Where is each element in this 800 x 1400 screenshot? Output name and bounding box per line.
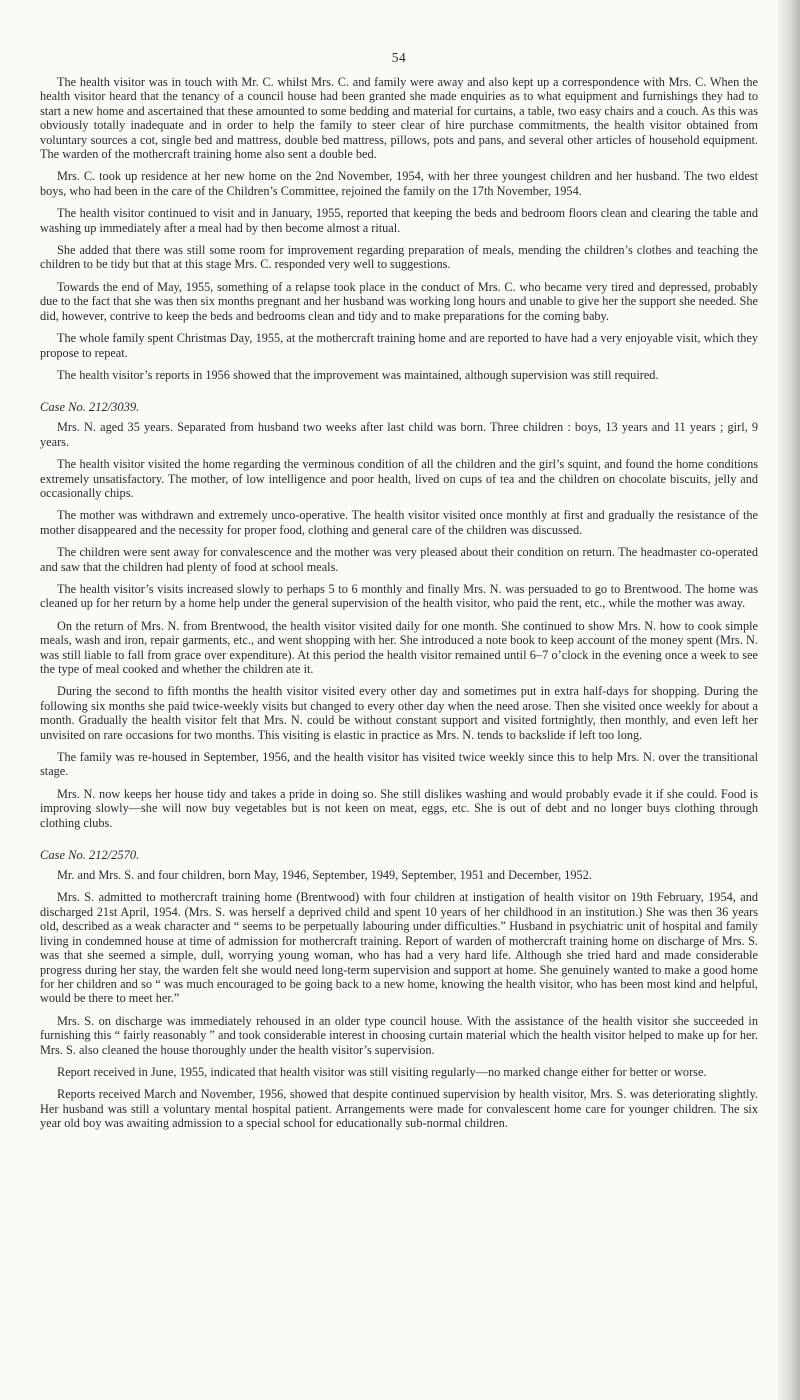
paragraph: The children were sent away for convalescence and the mother was very pleased about their condition on return. The headmaster co-operated and saw that the children had plenty of food at school meals. <box>40 545 758 574</box>
paragraph: Mrs. S. on discharge was immediately rehoused in an older type council house. With the assistance of the health visitor she succeeded in furnishing this “ fairly reasonably ” and took considerable interest in choosing curtain material which the health visitor helped to make up for her. Mrs. S. also cleaned the house thoroughly under the health visitor’s supervision. <box>40 1013 758 1057</box>
paragraph: The health visitor’s visits increased slowly to perhaps 5 to 6 monthly and finally Mrs. N. was persuaded to go to Brentwood. The home was cleaned up for her return by a home help under the general supervision of the health visitor, who paid the rent, etc., while the mother was away. <box>40 581 758 611</box>
page-number: 54 <box>391 50 407 65</box>
paragraph: Towards the end of May, 1955, something of a relapse took place in the conduct of Mrs. C. who became very tired and depressed, probably due to the fact that she was then six months pregnant and her husband was working long hours and unable to give her the support she needed. She did, however, contrive to keep the beds and bedrooms clean and tidy and to make preparations for the coming baby. <box>40 279 758 323</box>
case-heading: Case No. 212/3039. <box>40 400 140 415</box>
paragraph: The family was re-housed in September, 1956, and the health visitor has visited twice weekly since this to help Mrs. N. over the transitional stage. <box>40 750 758 779</box>
paragraph: Mrs. N. now keeps her house tidy and takes a pride in doing so. She still dislikes washing and would probably evade it if she could. Food is improving slowly—she will now buy vegetables but is not keen on meat, eggs, etc. She is out of debt and no longer buys clothing through clothing clubs. <box>40 786 758 830</box>
paragraph: The health visitor continued to visit and in January, 1955, reported that keeping the beds and bedroom floors clean and clearing the table and washing up immediately after a meal had by then become almost a ritual. <box>40 206 758 235</box>
paragraph: The health visitor visited the home regarding the verminous condition of all the children and the girl’s squint, and found the home conditions extremely unsatisfactory. The mother, of low intelligence and poor health, lived on cups of tea and the children on chocolate biscuits, jelly and occasionally chips. <box>40 457 758 500</box>
paragraph: The health visitor’s reports in 1956 showed that the improvement was maintained, although supervision was still required. <box>57 367 659 382</box>
document-page <box>40 50 758 1139</box>
paragraph: During the second to fifth months the health visitor visited every other day and sometimes put in extra half-days for shopping. During the following six months she paid twice-weekly visits but changed to every other day when the need arose. Then she visited once weekly for about a month. Gradually the health visitor felt that Mrs. N. could be without constant support and visited fortnightly, then monthly, and even left her unvisited on rare occasions for two months. This visiting is elastic in practice as Mrs. N. tends to backslide if left too long. <box>40 684 758 742</box>
paragraph: Mrs. S. admitted to mothercraft training home (Brentwood) with four children at instigation of health visitor on 19th February, 1954, and discharged 21st April, 1954. (Mrs. S. was herself a deprived child and spent 10 years of her childhood in an institution.) She was then 36 years old, described as a weak character and “ seems to be perpetually labouring under difficulties.” Husband in psychiatric unit of hospital and family living in condemned house at time of admission for mothercraft training. Report of warden of mothercraft training home on discharge of Mrs. S. was that she seemed a simple, dull, worrying young woman, who has had a very hard life. Although she tried hard and made considerable progress during her stay, the warden felt she would need long-term supervision and support at home. She genuinely wanted to make a good home for her children and so “ was much encouraged to be going back to a new home, knowing the health visitor, who has been most kind and helpful, would be there to meet her.” <box>40 890 758 1006</box>
paragraph: Mrs. C. took up residence at her new home on the 2nd November, 1954, with her three youngest children and her husband. The two eldest boys, who had been in the care of the Children’s Committee, rejoined the family on the 17th November, 1954. <box>40 169 758 198</box>
paragraph: On the return of Mrs. N. from Brentwood, the health visitor visited daily for one month. She continued to show Mrs. N. how to cook simple meals, wash and iron, repair garments, etc., and went shopping with her. She introduced a note book to keep account of the money spent (Mrs. N. was still liable to fall from grace over expenditure). At this period the health visitor remained until 6–7 o’clock in the evening once a week to see the type of meal cooked and whether the children ate it. <box>40 618 758 676</box>
paragraph: The whole family spent Christmas Day, 1955, at the mothercraft training home and are reported to have had a very enjoyable visit, which they propose to repeat. <box>40 331 758 360</box>
paragraph: Mr. and Mrs. S. and four children, born May, 1946, September, 1949, September, 1951 and December, 1952. <box>57 868 592 883</box>
paragraph: She added that there was still some room for improvement regarding preparation of meals, mending the children’s clothes and teaching the children to be tidy but that at this stage Mrs. C. responded very well to suggestions. <box>40 243 758 272</box>
paragraph: Reports received March and November, 1956, showed that despite continued supervision by health visitor, Mrs. S. was deteriorating slightly. Her husband was still a voluntary mental hospital patient. Arrangements were made for convalescent home care for younger children. The six year old boy was awaiting admission to a special school for educationally sub-normal children. <box>40 1087 758 1131</box>
paragraph: Report received in June, 1955, indicated that health visitor was still visiting regularly—no marked change either for better or worse. <box>57 1064 707 1079</box>
paragraph: The health visitor was in touch with Mr. C. whilst Mrs. C. and family were away and also kept up a correspondence with Mrs. C. When the health visitor heard that the tenancy of a council house had been granted she made enquiries as to what equipment and furnishings they had to start a new home and ascertained that these amounted to some bedding and material for curtains, a table, two easy chairs and a couch. As this was obviously totally inadequate and in order to help the family to steer clear of hire purchase commitments, the health visitor obtained from voluntary sources a cot, single bed and mattress, double bed mattress, pillows, pots and pans, and several other articles of household equipment. The warden of the mothercraft training home also sent a double bed. <box>40 75 758 162</box>
paragraph: Mrs. N. aged 35 years. Separated from husband two weeks after last child was born. Three children : boys, 13 years and 11 years ; girl, 9 years. <box>40 420 758 449</box>
paragraph: The mother was withdrawn and extremely unco-operative. The health visitor visited once monthly at first and gradually the resistance of the mother disappeared and the necessity for proper food, clothing and general care of the children was discussed. <box>40 508 758 537</box>
case-heading: Case No. 212/2570. <box>40 848 140 863</box>
page-edge-shadow <box>778 0 800 1400</box>
